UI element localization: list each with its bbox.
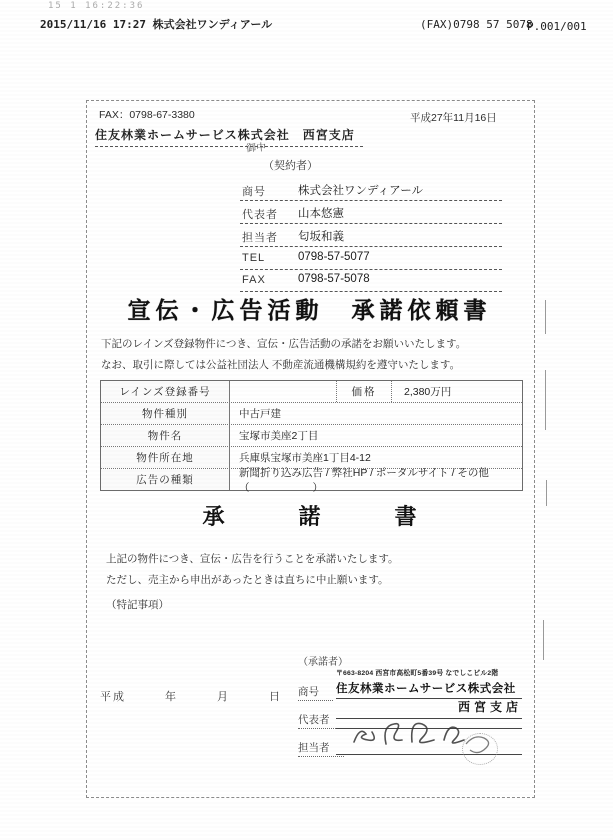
field-value: 山本悠憲 bbox=[298, 208, 344, 220]
consenter-address-small: 〒663-8204 西宮市高松町5番39号 なでしこビル2階 bbox=[336, 670, 499, 677]
price-label: 価格 bbox=[337, 381, 392, 402]
consent-line-1: 上記の物件につき、宣伝・広告を行うことを承諾いたします。 bbox=[106, 553, 399, 565]
price-value: 2,380万円 bbox=[404, 386, 452, 398]
table-row-ad-type bbox=[101, 466, 522, 494]
field-label: 代表者 bbox=[242, 209, 278, 221]
field-value: 0798-57-5078 bbox=[298, 273, 370, 285]
handwritten-signature bbox=[346, 708, 526, 760]
addressee-company: 住友林業ホームサービス株式会社 西宮支店 bbox=[95, 126, 363, 147]
row-value: 宝塚市美座2丁目 bbox=[239, 430, 319, 442]
reins-number-label: レインズ登録番号 bbox=[101, 381, 230, 402]
consenter-company-label: 商号 bbox=[298, 684, 333, 699]
intro-line-1: 下記のレインズ登録物件につき、宣伝・広告活動の承諾をお願いいたします。 bbox=[101, 338, 467, 350]
field-label: TEL bbox=[242, 252, 266, 264]
field-label: FAX bbox=[242, 274, 266, 286]
row-label: 物件所在地 bbox=[101, 447, 230, 468]
table-row-reins-price bbox=[101, 381, 522, 402]
field-label: 担当者 bbox=[242, 232, 278, 244]
document-title: 宣伝・広告活動 承諾依頼書 bbox=[127, 298, 492, 323]
reins-number-value bbox=[230, 381, 337, 402]
scan-artifact bbox=[543, 620, 544, 660]
row-value: 中古戸建 bbox=[239, 408, 281, 420]
field-value: 匂坂和義 bbox=[298, 231, 344, 243]
representative-label: 代表者 bbox=[298, 712, 344, 727]
row-label: 物件名 bbox=[101, 425, 230, 446]
scan-artifact bbox=[546, 480, 547, 506]
field-label: 商号 bbox=[242, 186, 266, 198]
consent-line-2: ただし、売主から申出があったときは直ちに中止願います。 bbox=[106, 574, 389, 586]
row-label: 広告の種類 bbox=[101, 469, 230, 490]
fax-number-stamp: (FAX)0798 57 5078 bbox=[420, 18, 533, 31]
consenter-company-name: 住友林業ホームサービス株式会社 bbox=[336, 680, 522, 699]
field-value: 株式会社ワンディアール bbox=[298, 185, 424, 197]
special-notes-label: （特記事項） bbox=[106, 599, 169, 611]
property-table bbox=[100, 380, 523, 494]
field-row-tel bbox=[240, 249, 502, 270]
field-row-company bbox=[240, 180, 502, 201]
intro-line-2: なお、取引に際しては公益社団法人 不動産流通機構規約を遵守いたします。 bbox=[101, 359, 461, 371]
consent-section-title: 承 諾 書 bbox=[202, 504, 443, 529]
row-label: 物件種別 bbox=[101, 403, 230, 424]
fax-sender-line: 2015/11/16 17:27 株式会社ワンディアール bbox=[40, 18, 273, 31]
consent-date-blank: 平成 年 月 日 bbox=[100, 691, 282, 703]
consenter-section-label: （承諾者） bbox=[298, 657, 348, 668]
field-row-fax bbox=[240, 271, 502, 292]
field-value: 0798-57-5077 bbox=[298, 251, 370, 263]
field-row-representative bbox=[240, 203, 502, 224]
row-value: 兵庫県宝塚市美座1丁目4-12 bbox=[239, 452, 371, 464]
fax-page-counter: P.001/001 bbox=[527, 20, 587, 33]
hanko-stamp-circle bbox=[462, 733, 498, 765]
fax-faint-timestamp: 15 1 16:22:36 bbox=[48, 1, 145, 11]
scan-artifact bbox=[545, 370, 546, 430]
row-value: 新聞折り込み広告 / 弊社HP / ポータルサイト / その他（ ） bbox=[239, 466, 489, 494]
recipient-fax-number: FAX：0798-67-3380 bbox=[99, 109, 195, 121]
honorific-handwritten: 御中 bbox=[245, 142, 267, 155]
requester-section-label: （契約者） bbox=[263, 160, 318, 172]
table-row-property-type bbox=[101, 402, 522, 424]
staff-label: 担当者 bbox=[298, 740, 344, 755]
table-row-property-name bbox=[101, 424, 522, 446]
document-date: 平成27年11月16日 bbox=[410, 112, 497, 124]
field-row-staff bbox=[240, 226, 502, 247]
scan-artifact bbox=[545, 300, 546, 334]
consenter-branch-name: 西宮支店 bbox=[336, 698, 522, 719]
